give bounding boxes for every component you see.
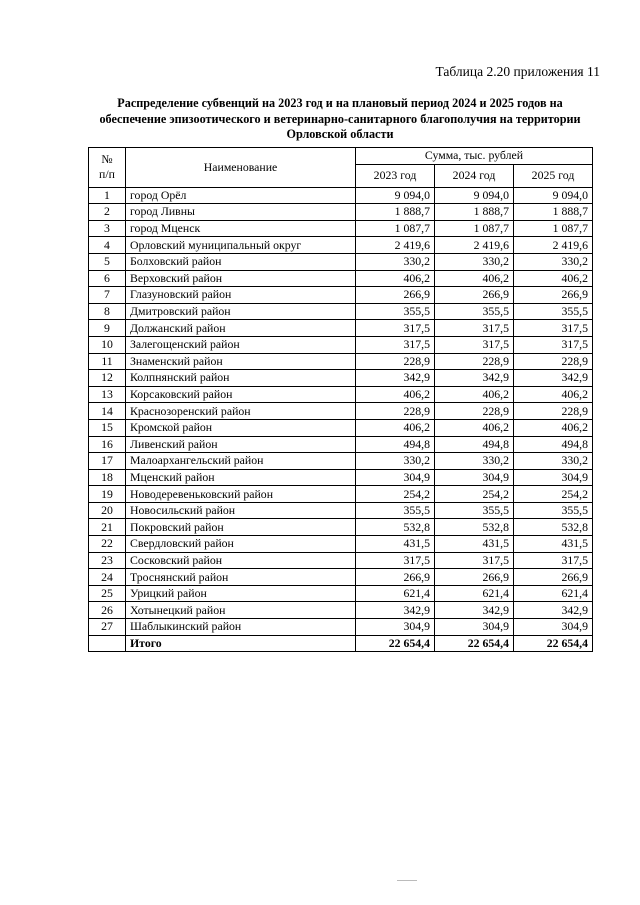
row-value: 266,9 xyxy=(435,569,514,586)
table-row xyxy=(89,287,593,304)
row-value: 330,2 xyxy=(514,253,593,270)
row-value: 355,5 xyxy=(435,303,514,320)
row-value: 304,9 xyxy=(435,469,514,486)
row-name: город Ливны xyxy=(126,204,356,221)
row-value: 254,2 xyxy=(356,486,435,503)
row-value: 304,9 xyxy=(356,619,435,636)
row-value: 228,9 xyxy=(435,403,514,420)
row-number: 1 xyxy=(89,187,126,204)
row-number: 13 xyxy=(89,386,126,403)
total-value: 22 654,4 xyxy=(514,635,593,652)
row-value: 304,9 xyxy=(514,469,593,486)
row-value: 330,2 xyxy=(435,253,514,270)
row-number: 21 xyxy=(89,519,126,536)
row-name: Покровский район xyxy=(126,519,356,536)
table-row xyxy=(89,585,593,602)
row-value: 621,4 xyxy=(514,585,593,602)
table-row xyxy=(89,353,593,370)
row-value: 355,5 xyxy=(356,303,435,320)
header-number-label: № xyxy=(101,152,113,167)
total-value: 22 654,4 xyxy=(356,635,435,652)
row-name: Болховский район xyxy=(126,253,356,270)
row-number: 6 xyxy=(89,270,126,287)
row-number: 11 xyxy=(89,353,126,370)
row-number: 22 xyxy=(89,536,126,553)
subventions-table xyxy=(88,147,593,652)
document-title xyxy=(90,96,590,143)
table-row xyxy=(89,336,593,353)
header-year-2023: 2023 год xyxy=(356,164,435,187)
row-name: Сосковский район xyxy=(126,552,356,569)
row-name: город Мценск xyxy=(126,220,356,237)
row-value: 266,9 xyxy=(514,287,593,304)
row-name: Кромской район xyxy=(126,419,356,436)
row-value: 228,9 xyxy=(514,403,593,420)
row-value: 330,2 xyxy=(356,453,435,470)
row-value: 532,8 xyxy=(435,519,514,536)
row-value: 228,9 xyxy=(435,353,514,370)
row-value: 304,9 xyxy=(514,619,593,636)
row-value: 621,4 xyxy=(356,585,435,602)
row-number: 2 xyxy=(89,204,126,221)
row-number: 10 xyxy=(89,336,126,353)
row-value: 228,9 xyxy=(356,353,435,370)
row-name: город Орёл xyxy=(126,187,356,204)
row-value: 494,8 xyxy=(435,436,514,453)
row-value: 228,9 xyxy=(514,353,593,370)
row-value: 317,5 xyxy=(435,552,514,569)
row-value: 317,5 xyxy=(514,320,593,337)
row-number: 7 xyxy=(89,287,126,304)
table-row xyxy=(89,536,593,553)
row-number: 8 xyxy=(89,303,126,320)
row-number: 27 xyxy=(89,619,126,636)
row-name: Верховский район xyxy=(126,270,356,287)
row-name: Глазуновский район xyxy=(126,287,356,304)
row-value: 254,2 xyxy=(514,486,593,503)
row-value: 355,5 xyxy=(435,502,514,519)
row-value: 355,5 xyxy=(514,502,593,519)
row-value: 532,8 xyxy=(356,519,435,536)
row-value: 254,2 xyxy=(435,486,514,503)
row-number: 17 xyxy=(89,453,126,470)
row-number: 9 xyxy=(89,320,126,337)
row-value: 1 888,7 xyxy=(514,204,593,221)
row-name: Залегощенский район xyxy=(126,336,356,353)
header-year-2025: 2025 год xyxy=(514,164,593,187)
row-name: Ливенский район xyxy=(126,436,356,453)
row-value: 494,8 xyxy=(514,436,593,453)
row-name: Малоархангельский район xyxy=(126,453,356,470)
row-value: 9 094,0 xyxy=(435,187,514,204)
row-number: 3 xyxy=(89,220,126,237)
row-value: 2 419,6 xyxy=(435,237,514,254)
title-line: Распределение субвенций на 2023 год и на плановый период 2024 и 2025 годов на xyxy=(117,96,563,110)
row-value: 1 888,7 xyxy=(356,204,435,221)
row-value: 266,9 xyxy=(356,569,435,586)
total-label: Итого xyxy=(126,635,356,652)
row-name: Новодеревеньковский район xyxy=(126,486,356,503)
row-value: 342,9 xyxy=(514,602,593,619)
table-row xyxy=(89,453,593,470)
row-value: 317,5 xyxy=(356,336,435,353)
row-value: 406,2 xyxy=(435,419,514,436)
row-number: 19 xyxy=(89,486,126,503)
row-value: 330,2 xyxy=(356,253,435,270)
row-value: 406,2 xyxy=(356,270,435,287)
table-row xyxy=(89,569,593,586)
row-value: 317,5 xyxy=(514,552,593,569)
row-value: 1 087,7 xyxy=(514,220,593,237)
total-number-cell xyxy=(89,635,126,652)
row-value: 406,2 xyxy=(435,270,514,287)
row-value: 406,2 xyxy=(356,386,435,403)
row-value: 317,5 xyxy=(356,552,435,569)
row-value: 406,2 xyxy=(514,419,593,436)
row-value: 355,5 xyxy=(514,303,593,320)
row-value: 1 888,7 xyxy=(435,204,514,221)
scan-mark xyxy=(397,880,417,881)
row-name: Дмитровский район xyxy=(126,303,356,320)
header-sum: Сумма, тыс. рублей xyxy=(356,148,593,165)
row-value: 406,2 xyxy=(435,386,514,403)
row-value: 304,9 xyxy=(356,469,435,486)
row-value: 431,5 xyxy=(356,536,435,553)
row-name: Знаменский район xyxy=(126,353,356,370)
row-number: 16 xyxy=(89,436,126,453)
table-body xyxy=(89,187,593,652)
row-number: 25 xyxy=(89,585,126,602)
row-number: 26 xyxy=(89,602,126,619)
row-value: 317,5 xyxy=(356,320,435,337)
row-value: 330,2 xyxy=(435,453,514,470)
table-row xyxy=(89,469,593,486)
row-value: 317,5 xyxy=(514,336,593,353)
row-name: Свердловский район xyxy=(126,536,356,553)
table-row xyxy=(89,486,593,503)
row-value: 342,9 xyxy=(356,602,435,619)
row-number: 24 xyxy=(89,569,126,586)
row-value: 355,5 xyxy=(356,502,435,519)
row-number: 18 xyxy=(89,469,126,486)
row-name: Мценский район xyxy=(126,469,356,486)
row-value: 9 094,0 xyxy=(514,187,593,204)
row-value: 2 419,6 xyxy=(514,237,593,254)
row-number: 15 xyxy=(89,419,126,436)
row-value: 342,9 xyxy=(514,370,593,387)
row-name: Троснянский район xyxy=(126,569,356,586)
title-line: Орловской области xyxy=(286,127,394,141)
row-value: 532,8 xyxy=(514,519,593,536)
table-row xyxy=(89,320,593,337)
row-name: Шаблыкинский район xyxy=(126,619,356,636)
header-year-2024: 2024 год xyxy=(435,164,514,187)
table-row xyxy=(89,519,593,536)
total-row xyxy=(89,635,593,652)
row-value: 406,2 xyxy=(514,270,593,287)
row-value: 431,5 xyxy=(514,536,593,553)
row-value: 342,9 xyxy=(435,602,514,619)
title-line: обеспечение эпизоотического и ветеринарно-санитарного благополучия на территории xyxy=(99,111,581,126)
table-row xyxy=(89,419,593,436)
row-name: Должанский район xyxy=(126,320,356,337)
row-number: 12 xyxy=(89,370,126,387)
row-value: 621,4 xyxy=(435,585,514,602)
row-value: 1 087,7 xyxy=(356,220,435,237)
row-value: 406,2 xyxy=(356,419,435,436)
table-row xyxy=(89,370,593,387)
row-value: 228,9 xyxy=(356,403,435,420)
table-row xyxy=(89,303,593,320)
table-row xyxy=(89,237,593,254)
row-number: 23 xyxy=(89,552,126,569)
row-value: 330,2 xyxy=(514,453,593,470)
row-name: Орловский муниципальный округ xyxy=(126,237,356,254)
header-number xyxy=(89,148,126,188)
row-value: 1 087,7 xyxy=(435,220,514,237)
row-value: 342,9 xyxy=(356,370,435,387)
table-row xyxy=(89,502,593,519)
row-value: 431,5 xyxy=(435,536,514,553)
row-name: Урицкий район xyxy=(126,585,356,602)
row-value: 317,5 xyxy=(435,320,514,337)
row-number: 14 xyxy=(89,403,126,420)
row-value: 304,9 xyxy=(435,619,514,636)
table-row xyxy=(89,386,593,403)
row-number: 20 xyxy=(89,502,126,519)
row-name: Краснозоренский район xyxy=(126,403,356,420)
row-value: 342,9 xyxy=(435,370,514,387)
table-row xyxy=(89,436,593,453)
row-value: 2 419,6 xyxy=(356,237,435,254)
table-row xyxy=(89,253,593,270)
row-value: 266,9 xyxy=(514,569,593,586)
table-reference: Таблица 2.20 приложения 11 xyxy=(435,64,600,79)
table-row xyxy=(89,187,593,204)
row-value: 317,5 xyxy=(435,336,514,353)
table-row xyxy=(89,552,593,569)
row-name: Корсаковский район xyxy=(126,386,356,403)
row-value: 266,9 xyxy=(356,287,435,304)
row-number: 4 xyxy=(89,237,126,254)
row-number: 5 xyxy=(89,253,126,270)
header-number-sub: п/п xyxy=(99,167,115,182)
row-value: 9 094,0 xyxy=(356,187,435,204)
row-value: 406,2 xyxy=(514,386,593,403)
table-row xyxy=(89,220,593,237)
row-name: Новосильский район xyxy=(126,502,356,519)
total-value: 22 654,4 xyxy=(435,635,514,652)
row-name: Колпнянский район xyxy=(126,370,356,387)
table-row xyxy=(89,270,593,287)
table-row xyxy=(89,619,593,636)
table-row xyxy=(89,602,593,619)
row-value: 494,8 xyxy=(356,436,435,453)
header-name: Наименование xyxy=(126,148,356,188)
table-row xyxy=(89,403,593,420)
row-value: 266,9 xyxy=(435,287,514,304)
table-row xyxy=(89,204,593,221)
row-name: Хотынецкий район xyxy=(126,602,356,619)
